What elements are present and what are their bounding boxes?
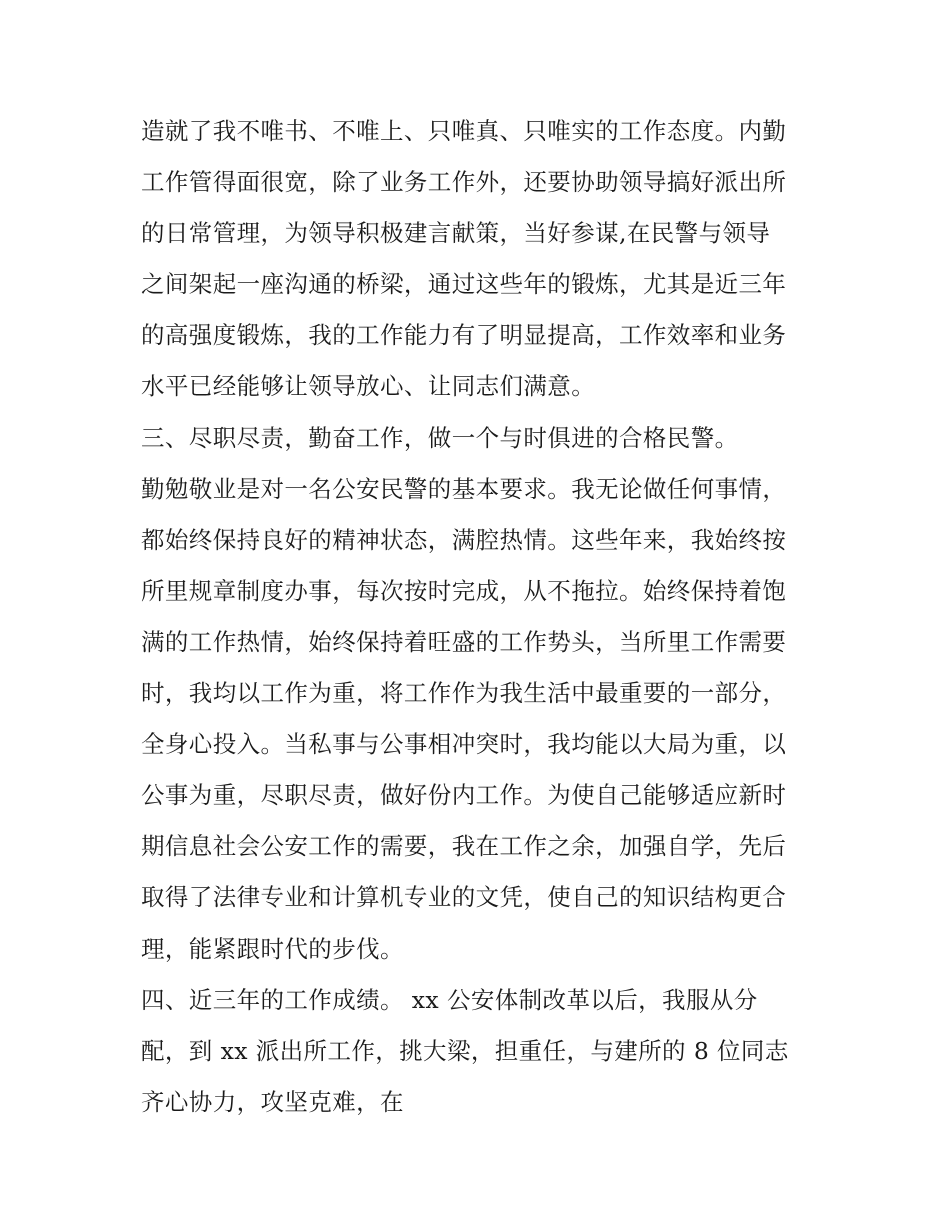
text-line: 造就了我不唯书、不唯上、只唯真、只唯实的工作态度。内勤 bbox=[141, 117, 787, 145]
text-line: 的高强度锻炼，我的工作能力有了明显提高，工作效率和业务 bbox=[141, 321, 787, 350]
text-line: 取得了法律专业和计算机专业的文凭，使自己的知识结构更合 bbox=[141, 883, 787, 912]
document-body bbox=[141, 106, 821, 1128]
text-line: 配，到 xx 派出所工作，挑大梁，担重任，与建所的 8 位同志 bbox=[141, 1036, 789, 1065]
text-line: 齐心协力，攻坚克难，在 bbox=[141, 1087, 404, 1116]
section-heading-3: 三、尽职尽责，勤奋工作，做一个与时俱进的合格民警。 bbox=[141, 423, 739, 452]
text-line: 水平已经能够让领导放心、让同志们满意。 bbox=[141, 372, 596, 401]
text-line: 期信息社会公安工作的需要，我在工作之余，加强自学，先后 bbox=[141, 832, 787, 861]
text-line: 工作管得面很宽，除了业务工作外，还要协助领导搞好派出所 bbox=[141, 168, 787, 197]
text-line: 满的工作热情，始终保持着旺盛的工作势头，当所里工作需要 bbox=[141, 627, 787, 656]
text-line: 的日常管理，为领导积极建言献策，当好参谋,在民警与领导 bbox=[141, 219, 771, 248]
text-line: 勤勉敬业是对一名公安民警的基本要求。我无论做任何事情， bbox=[141, 474, 787, 503]
text-line: 理，能紧跟时代的步伐。 bbox=[141, 934, 404, 963]
text-line: 所里规章制度办事，每次按时完成，从不拖拉。始终保持着饱 bbox=[141, 576, 787, 605]
text-line: 时，我均以工作为重，将工作作为我生活中最重要的一部分， bbox=[141, 679, 787, 708]
text-line: 都始终保持良好的精神状态，满腔热情。这些年来，我始终按 bbox=[141, 525, 787, 554]
text-line: 全身心投入。当私事与公事相冲突时，我均能以大局为重，以 bbox=[141, 730, 787, 759]
section-heading-4: 四、近三年的工作成绩。 xx 公安体制改革以后，我服从分 bbox=[141, 985, 758, 1014]
text-line: 之间架起一座沟通的桥梁，通过这些年的锻炼，尤其是近三年 bbox=[141, 270, 787, 299]
text-line: 公事为重，尽职尽责，做好份内工作。为使自己能够适应新时 bbox=[141, 781, 787, 810]
